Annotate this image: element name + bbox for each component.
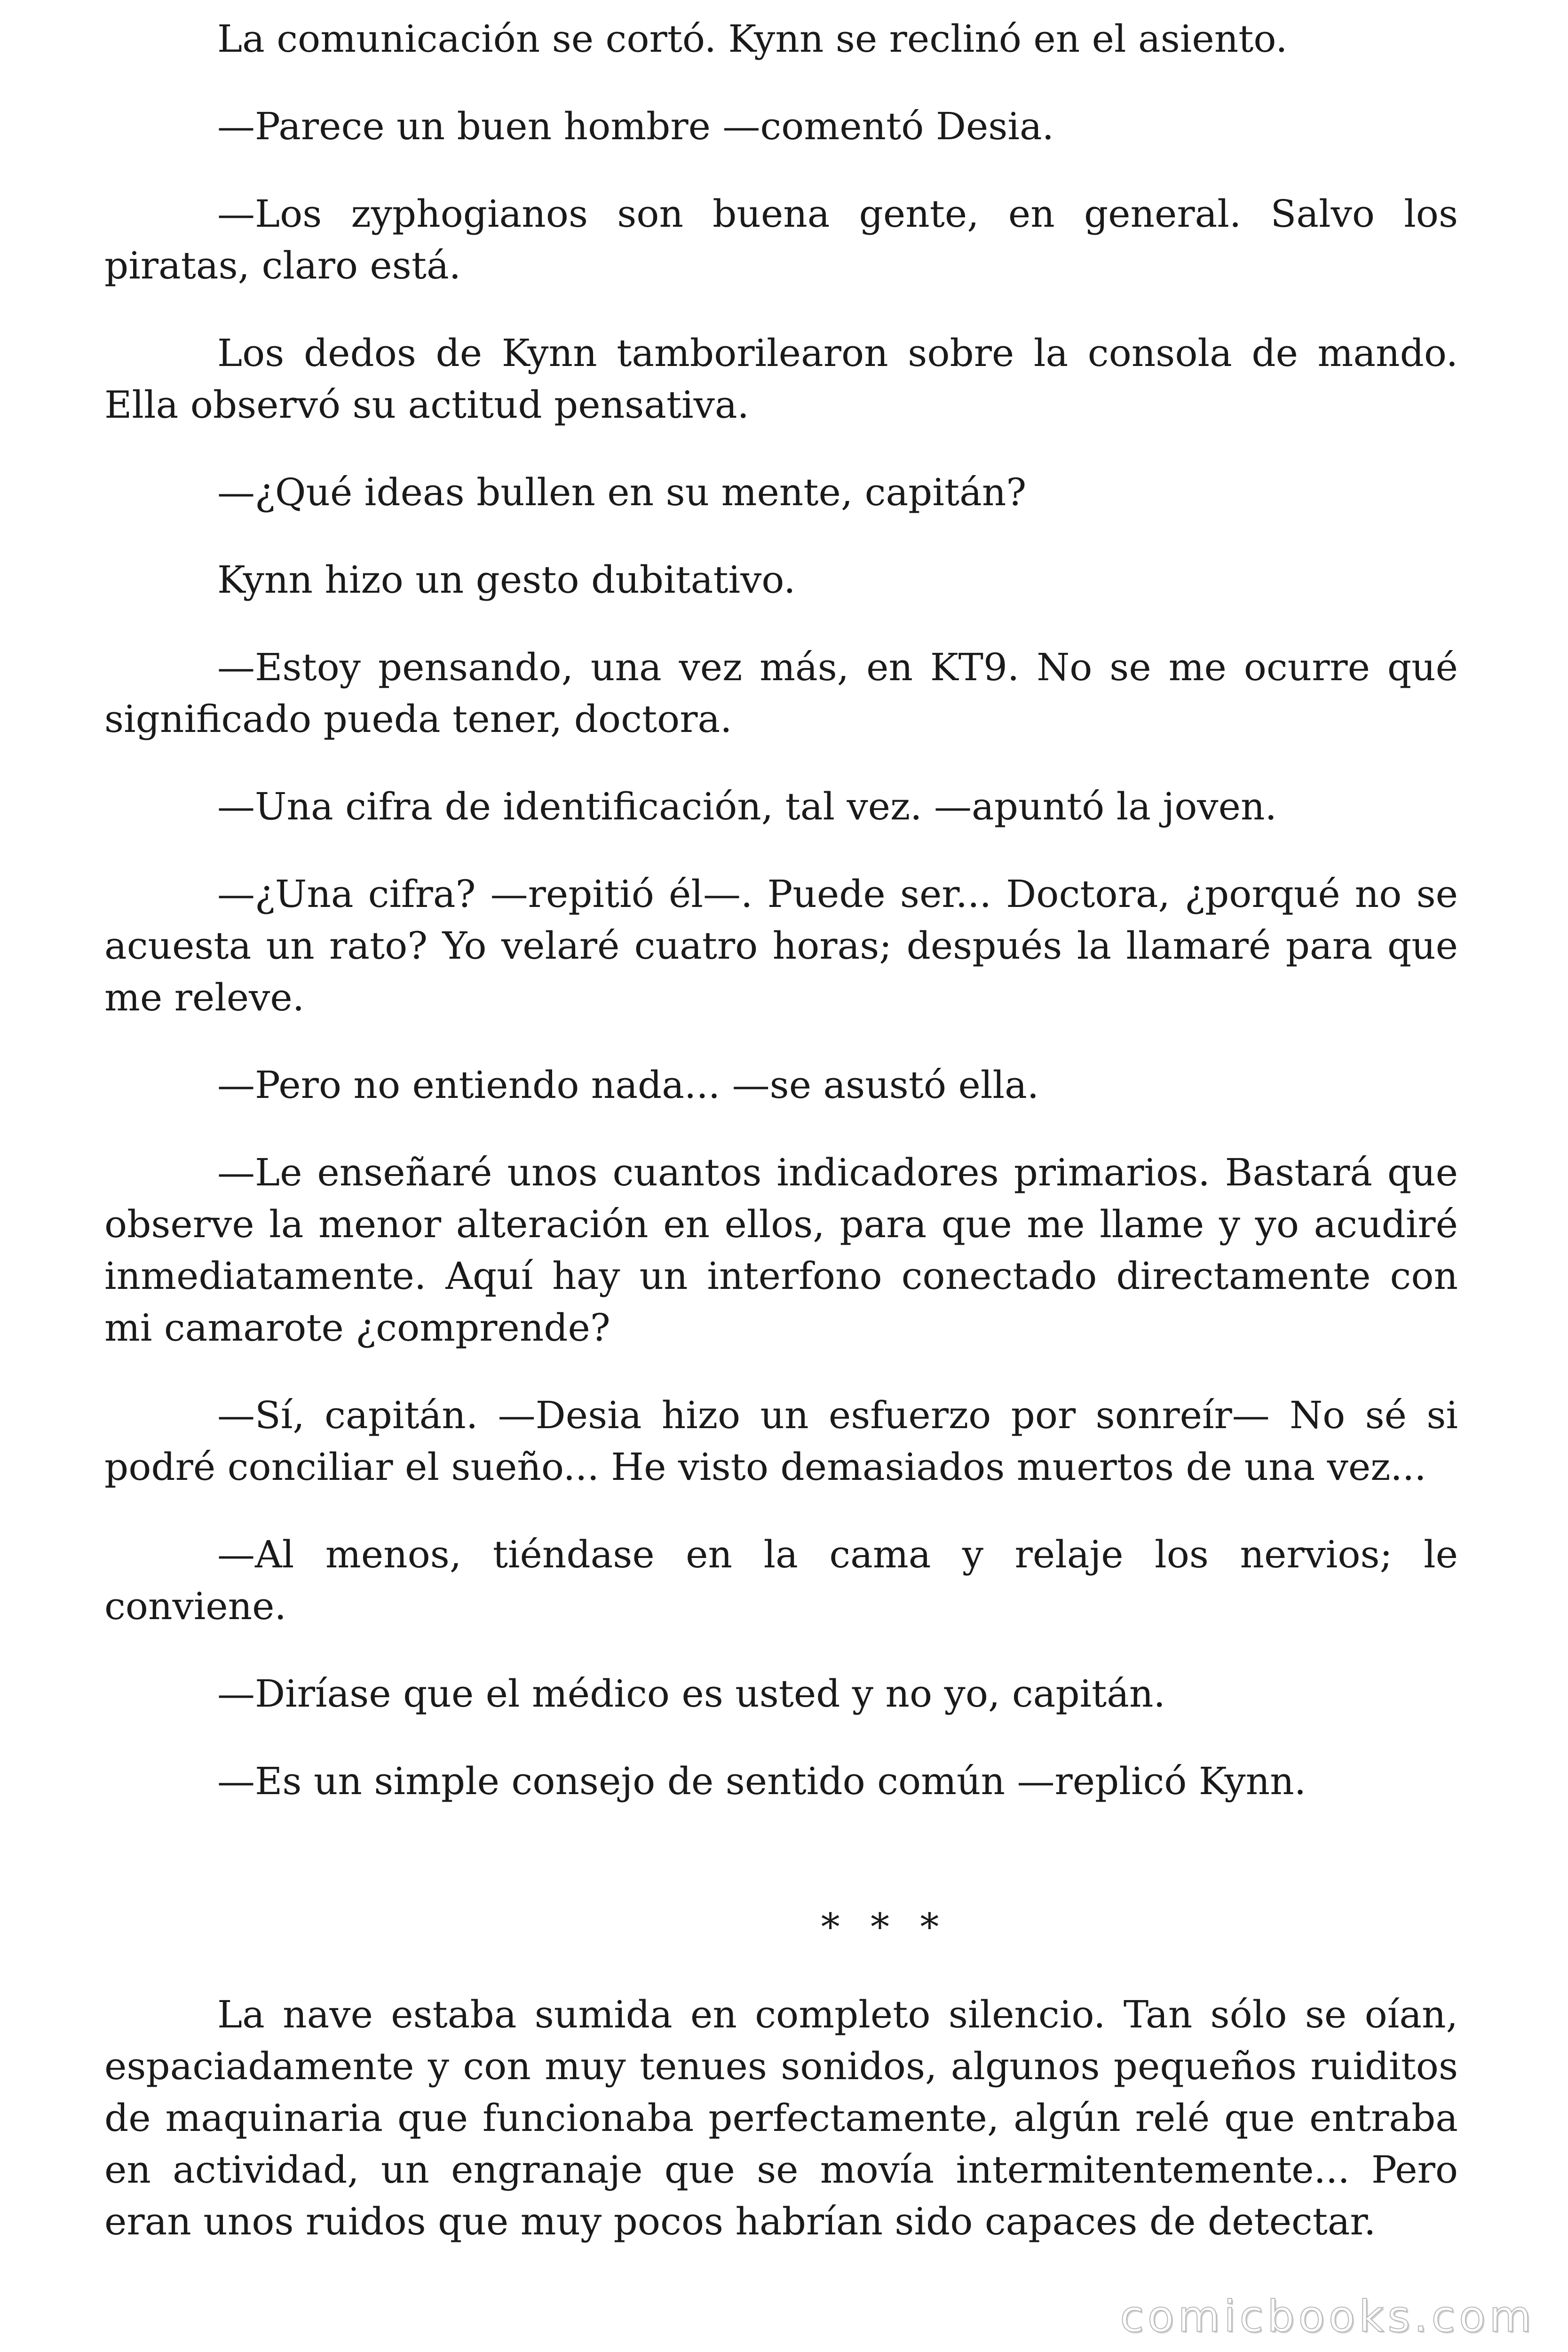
paragraph: —Una cifra de identificación, tal vez. —apuntó la joven.: [217, 785, 1277, 828]
paragraph: —Estoy pensando, una vez más, en KT9. No se me ocurre qué significado pueda tener, doctora.: [104, 645, 1458, 741]
paragraph: —Los zyphogianos son buena gente, en general. Salvo los piratas, claro está.: [104, 192, 1458, 287]
paragraph: La nave estaba sumida en completo silencio. Tan sólo se oían, espaciadamente y con muy tenues sonidos, algunos pequeños ruiditos de maquinaria que funcionaba perfectamente, algún relé que entraba en actividad, un engranaje que se movía intermitentemente... Pero eran unos ruidos que muy pocos habrían sido capaces de detectar.: [104, 1993, 1458, 2243]
section-break: * * *: [821, 1905, 949, 1949]
paragraph: —Le enseñaré unos cuantos indicadores primarios. Bastará que observe la menor alteración en ellos, para que me llame y yo acudiré inmediatamente. Aquí hay un interfono conectado directamente con mi camarote ¿comprende?: [104, 1151, 1458, 1350]
paragraph: —¿Una cifra? —repitió él—. Puede ser... Doctora, ¿porqué no se acuesta un rato? Yo velaré cuatro horas; después la llamaré para que me releve.: [104, 872, 1458, 1019]
paragraph: —Pero no entiendo nada... —se asustó ella.: [217, 1063, 1039, 1107]
paragraph: —Es un simple consejo de sentido común —replicó Kynn.: [217, 1759, 1307, 1803]
paragraph: —Sí, capitán. —Desia hizo un esfuerzo por sonreír— No sé si podré conciliar el sueño... He visto demasiados muertos de una vez...: [104, 1393, 1458, 1489]
paragraph: —Diríase que el médico es usted y no yo, capitán.: [217, 1672, 1165, 1716]
paragraph: —Parece un buen hombre —comentó Desia.: [217, 104, 1054, 148]
paragraph: Kynn hizo un gesto dubitativo.: [217, 558, 796, 602]
paragraph: —¿Qué ideas bullen en su mente, capitán?: [217, 470, 1027, 514]
watermark: comicbooks.com: [1120, 2291, 1535, 2342]
paragraph: La comunicación se cortó. Kynn se reclinó en el asiento.: [217, 17, 1288, 61]
paragraph: Los dedos de Kynn tamborilearon sobre la consola de mando. Ella observó su actitud pensativa.: [104, 331, 1458, 427]
text-column: [104, 13, 1458, 2283]
paragraph: —Al menos, tiéndase en la cama y relaje los nervios; le conviene.: [104, 1533, 1458, 1628]
